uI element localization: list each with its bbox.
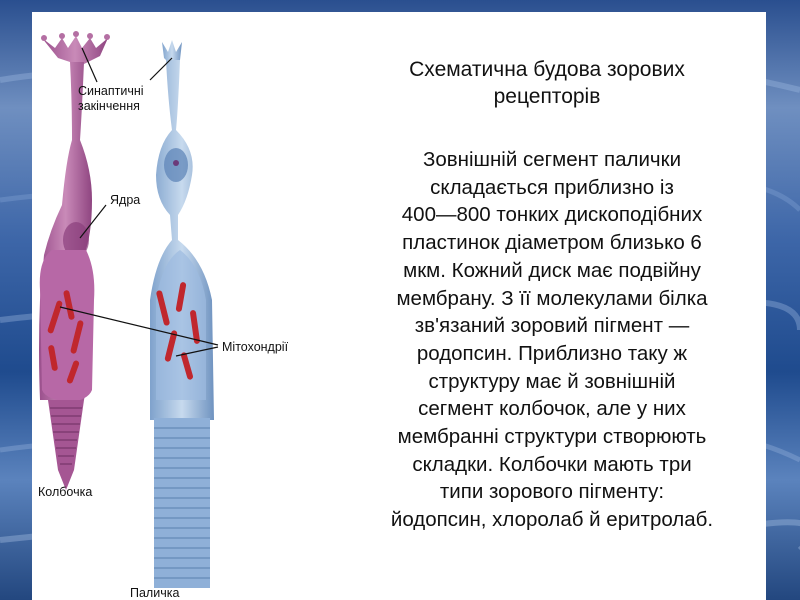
label-cone: Колбочка [38,485,93,499]
label-synaptic-endings: Синаптичні закінчення [78,84,144,113]
slide-body-text: Зовнішній сегмент палички складається приблизно із 400—800 тонких дископодібних пластинок діаметром близько 6 мкм. Кожний диск має подвійну мембрану. З її молекулами білка зв'язаний зоровий пігмент — родопсин. Приблизно таку ж структуру має й зовнішній сегмент колбочок, але у них мембранні структури створюють складки. Колбочки мають три типи зорового пігменту: йодопсин, хлоролаб й еритролаб. [390,148,714,532]
slide-title: Схематична будова зорових рецепторів [409,58,685,108]
label-mitochondria: Мітохондрії [222,340,289,354]
label-rod: Паличка [130,586,180,600]
label-nuclei: Ядра [110,193,141,207]
rod-cell [150,40,214,588]
